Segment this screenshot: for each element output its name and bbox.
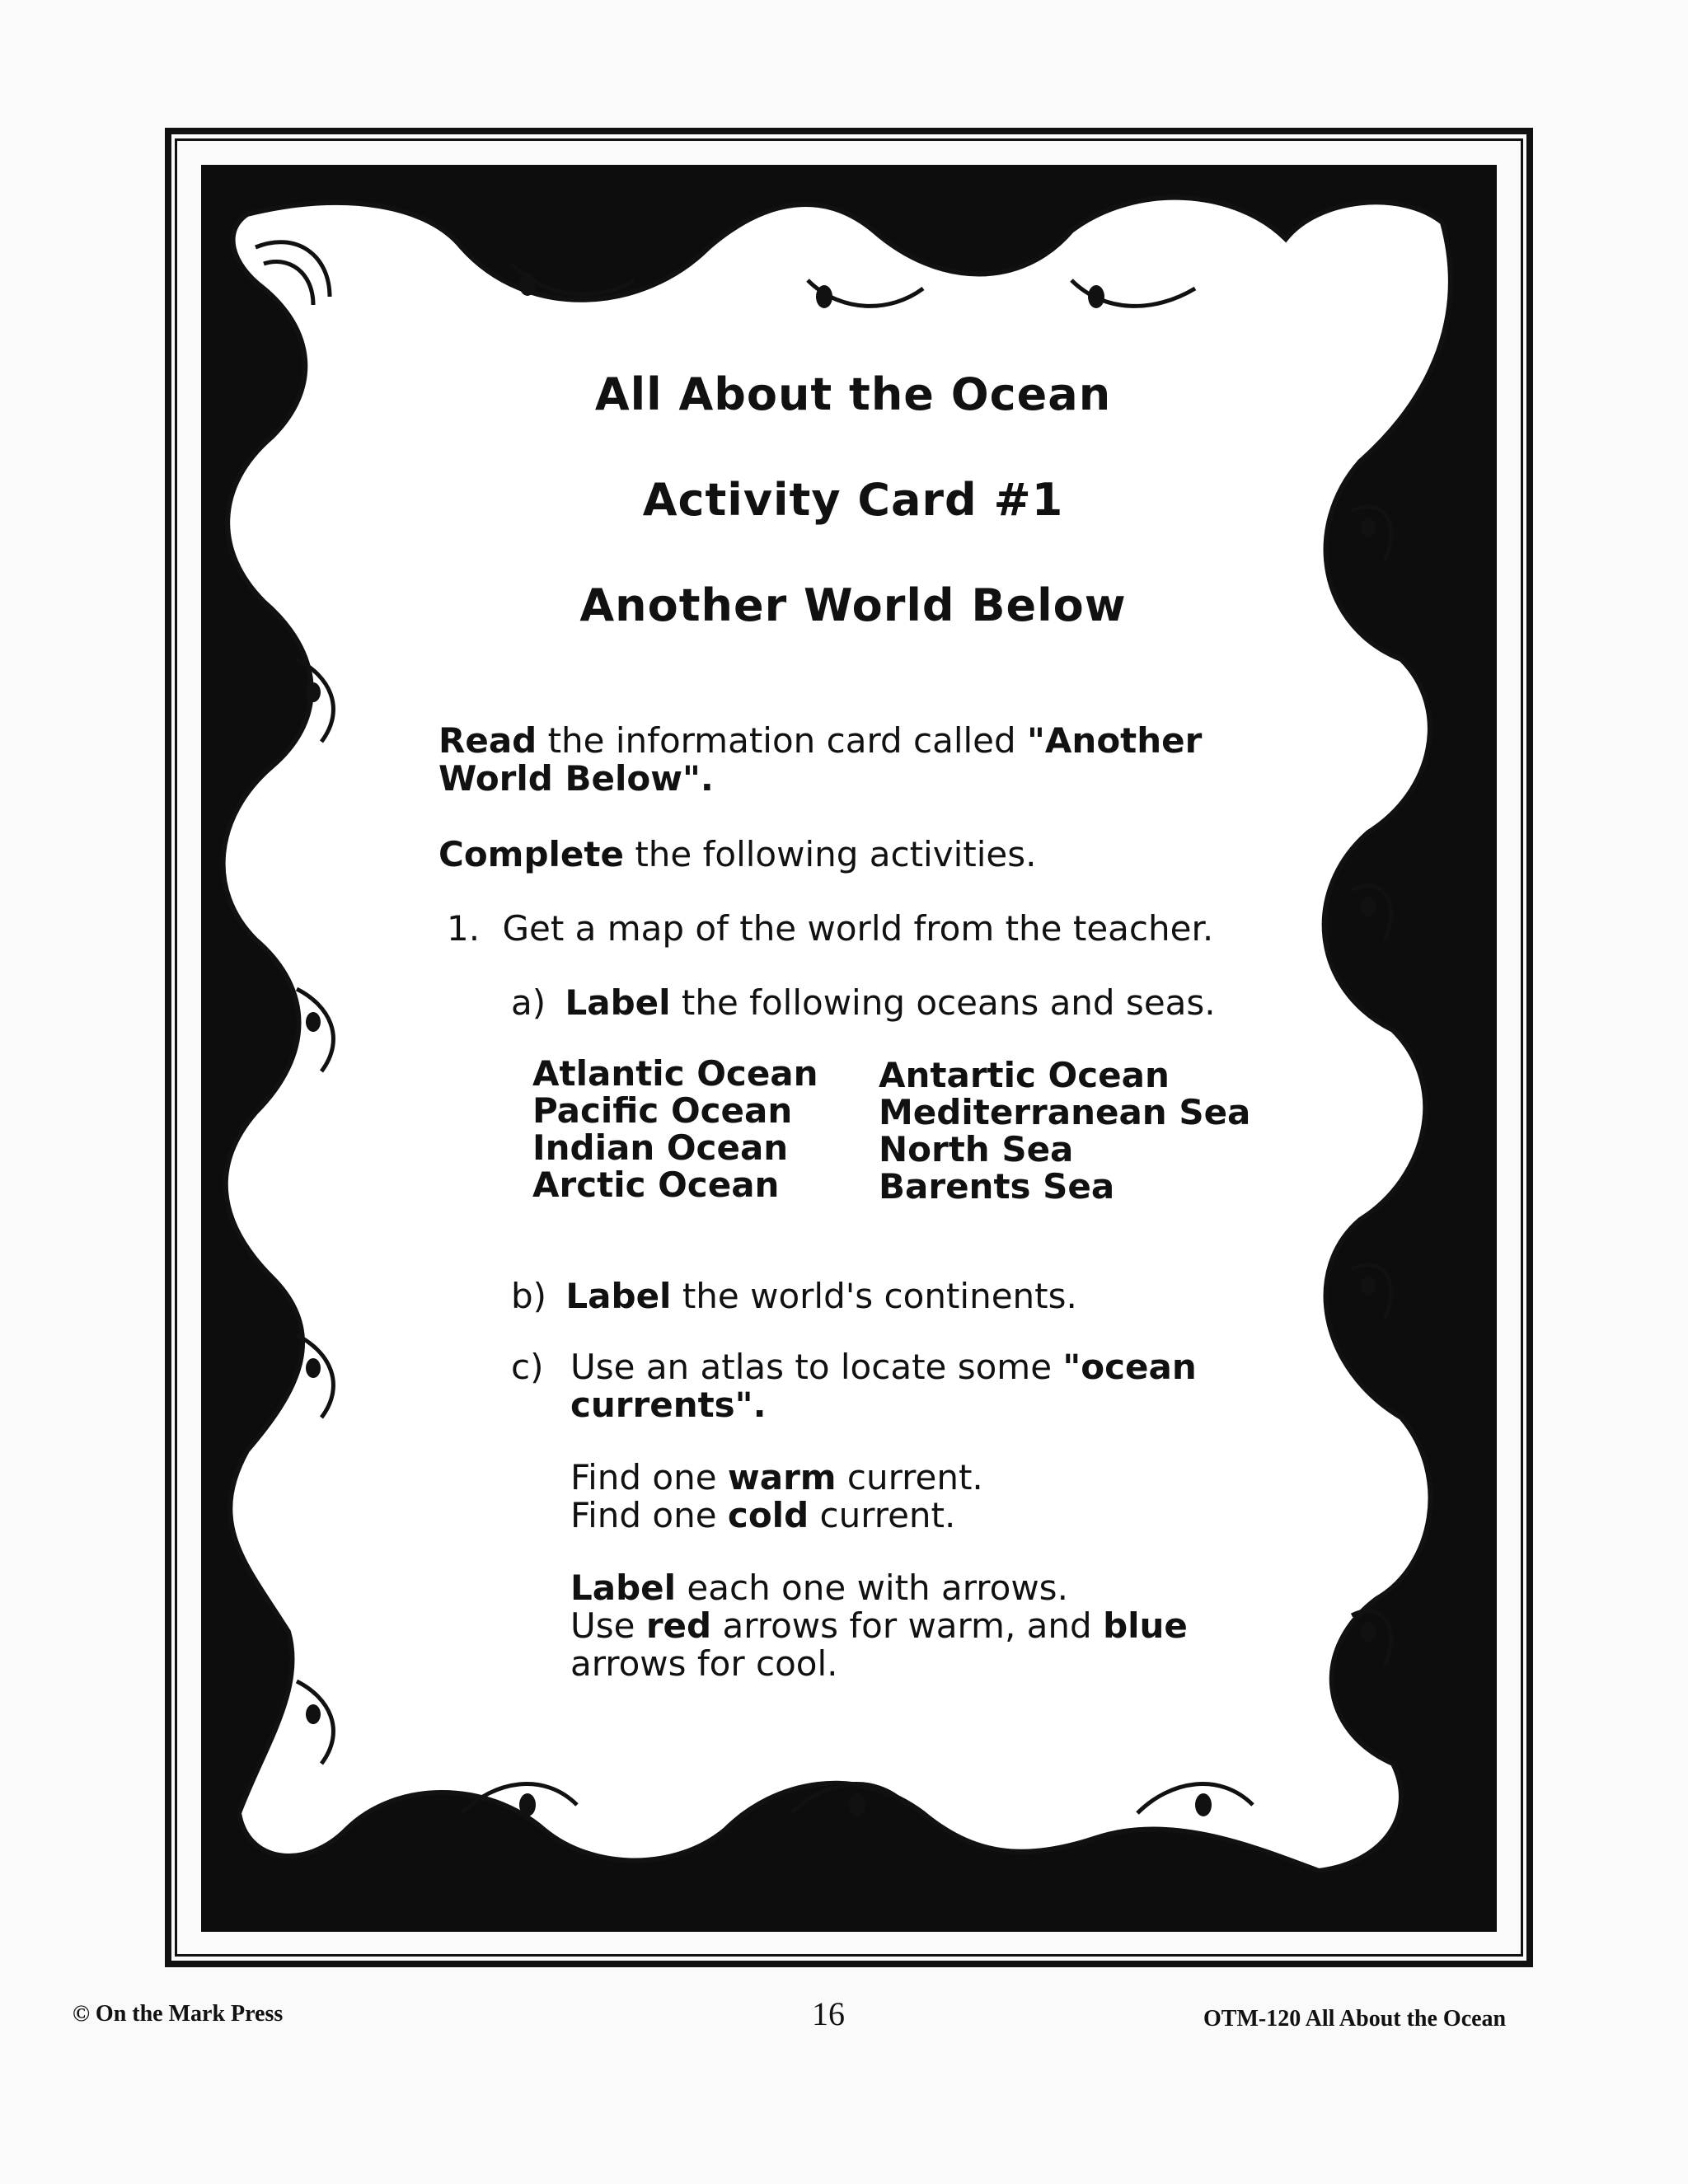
- complete-instruction: [438, 836, 1271, 874]
- item-b-bold: Label: [565, 1276, 672, 1316]
- use-a: Use: [570, 1605, 635, 1646]
- item-a-letter: a): [511, 982, 546, 1023]
- use-c: arrows for warm, and: [722, 1605, 1092, 1646]
- find2-a: Find one: [570, 1495, 717, 1535]
- ocean-name: Antartic Ocean: [879, 1055, 1170, 1095]
- oceans-column-1: [532, 1055, 818, 1203]
- item-a: [511, 984, 1286, 1022]
- label-bold: Label: [570, 1568, 677, 1608]
- find2-c: current.: [819, 1495, 956, 1535]
- label-arrows: [570, 1569, 1263, 1683]
- ocean-name: Barents Sea: [879, 1166, 1115, 1207]
- read-text: the information card called: [547, 720, 1016, 761]
- oceans-column-2: [879, 1057, 1250, 1205]
- card-heading: Another World Below: [579, 579, 1127, 631]
- item-1-number: 1.: [447, 908, 481, 949]
- card-subtitle: Activity Card #1: [642, 474, 1064, 526]
- item-1: [447, 910, 1304, 948]
- item-b-letter: b): [511, 1276, 547, 1316]
- footer-copyright: © On the Mark Press: [73, 2001, 284, 2027]
- find-currents: [570, 1459, 1263, 1535]
- read-title-line2: World Below".: [438, 758, 714, 799]
- item-b: [511, 1277, 1286, 1315]
- use-blue: blue: [1103, 1605, 1188, 1646]
- item-c-bold2: currents".: [570, 1385, 767, 1425]
- find1-a: Find one: [570, 1457, 717, 1497]
- complete-bold: Complete: [438, 834, 624, 874]
- use-red: red: [645, 1605, 712, 1646]
- ocean-name: Atlantic Ocean: [532, 1053, 818, 1094]
- ocean-name: Pacific Ocean: [532, 1090, 793, 1131]
- ocean-name: Indian Ocean: [532, 1127, 789, 1168]
- read-instruction: [438, 722, 1271, 798]
- item-c: [570, 1348, 1263, 1424]
- item-c-bold1: "ocean: [1062, 1347, 1197, 1387]
- use-e: arrows for cool.: [570, 1643, 838, 1684]
- label-text: each one with arrows.: [687, 1568, 1068, 1608]
- find1-warm: warm: [727, 1457, 837, 1497]
- page-number: 16: [812, 1995, 845, 2032]
- ocean-name: North Sea: [879, 1129, 1074, 1169]
- item-c-text: Use an atlas to locate some: [570, 1347, 1053, 1387]
- item-1-text: Get a map of the world from the teacher.: [502, 908, 1214, 949]
- item-b-text: the world's continents.: [682, 1276, 1077, 1316]
- item-a-text: the following oceans and seas.: [681, 982, 1216, 1023]
- find1-c: current.: [846, 1457, 983, 1497]
- read-bold: Read: [438, 720, 537, 761]
- find2-cold: cold: [727, 1495, 809, 1535]
- ocean-name: Mediterranean Sea: [879, 1092, 1251, 1132]
- footer-product-code: OTM-120 All About the Ocean: [1203, 2006, 1507, 2032]
- read-title-line1: "Another: [1027, 720, 1203, 761]
- ocean-name: Arctic Ocean: [532, 1165, 780, 1205]
- item-a-bold: Label: [565, 982, 671, 1023]
- card-title: All About the Ocean: [594, 368, 1112, 420]
- complete-text: the following activities.: [635, 834, 1037, 874]
- item-c-letter: c): [511, 1347, 544, 1387]
